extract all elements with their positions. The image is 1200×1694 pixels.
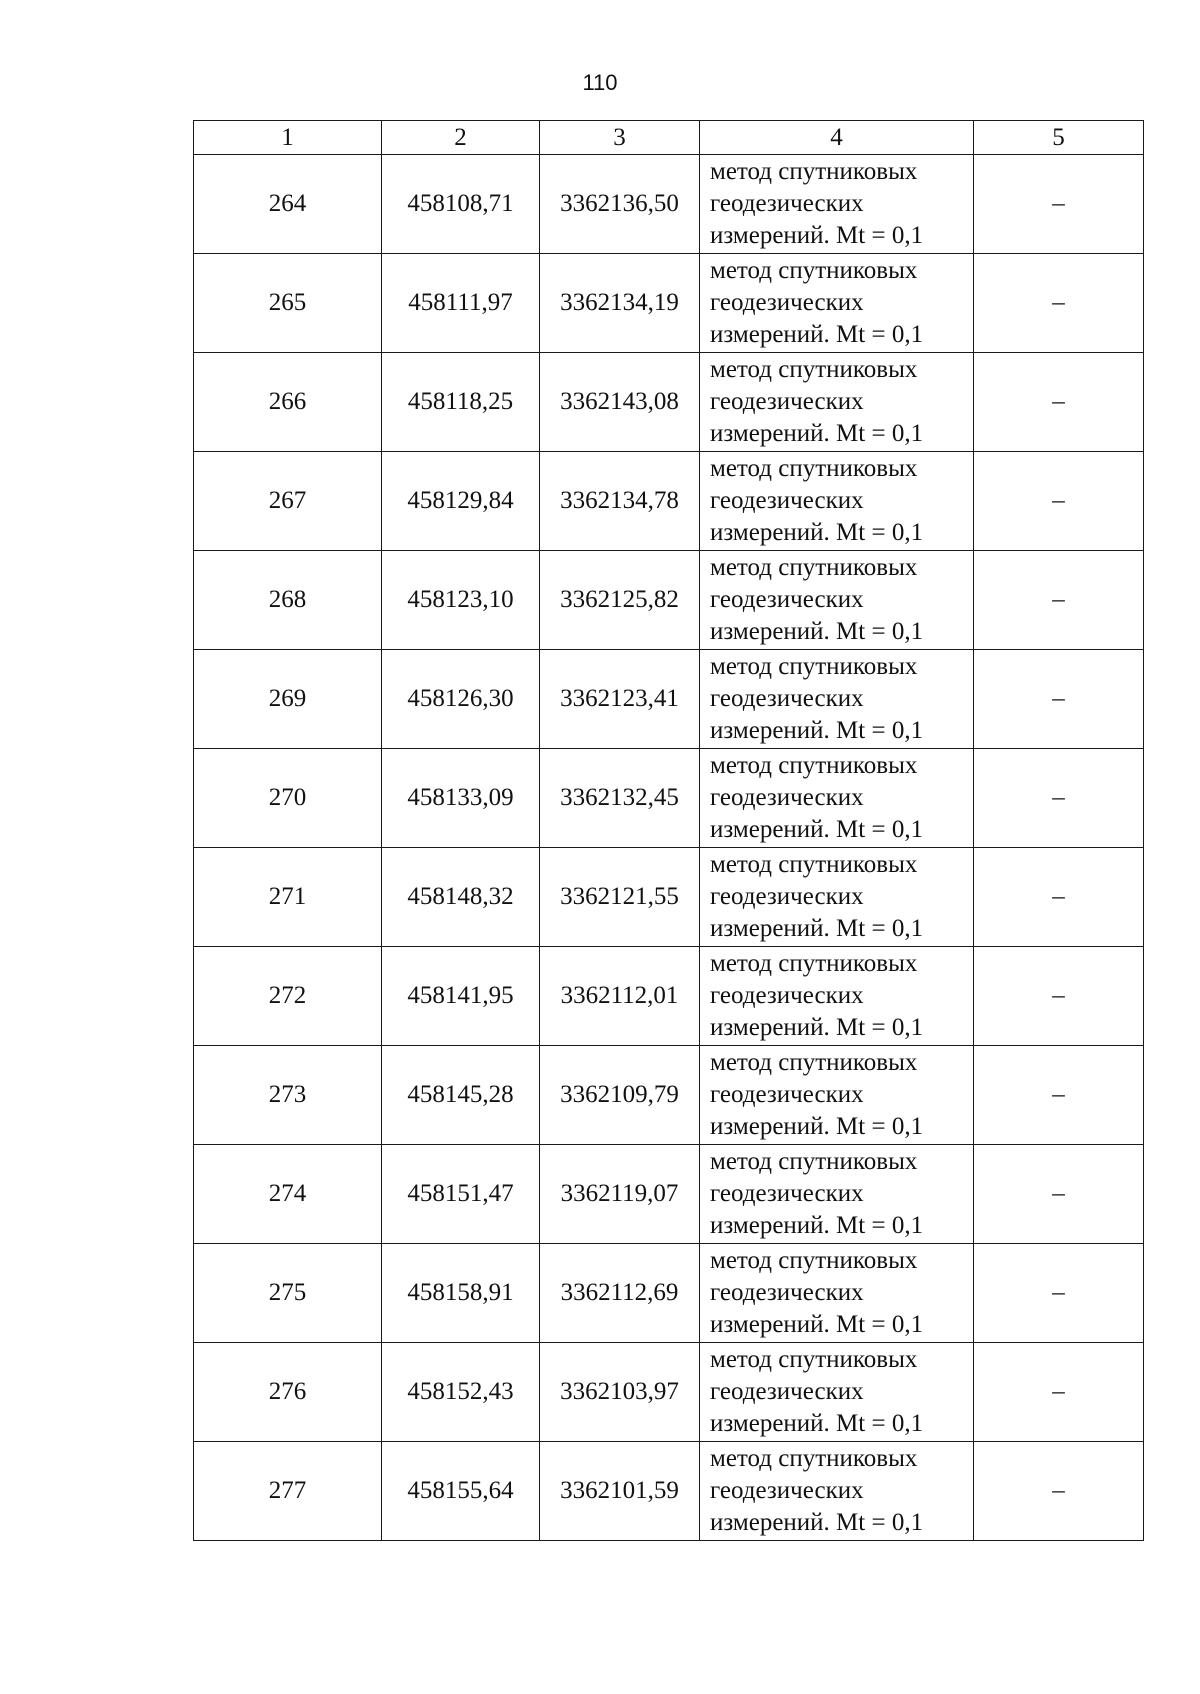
method-cell: [700, 650, 974, 749]
page-number: 110: [582, 70, 618, 95]
note-cell: –: [974, 254, 1144, 353]
point-number-cell: 270: [194, 749, 382, 848]
method-line: метод спутниковых: [710, 752, 918, 779]
method-line: метод спутниковых: [710, 653, 918, 680]
method-line: измерений. Mt = 0,1: [710, 915, 924, 942]
method-cell: [700, 749, 974, 848]
method-line: метод спутниковых: [710, 950, 918, 977]
y-coordinate-cell: 3362134,78: [540, 452, 700, 551]
table-body: [194, 155, 1144, 1541]
point-number-cell: 275: [194, 1244, 382, 1343]
table-row: [194, 353, 1144, 452]
method-line: геодезических: [710, 982, 864, 1009]
method-line: измерений. Mt = 0,1: [710, 618, 924, 645]
note-cell: –: [974, 1046, 1144, 1145]
note-cell: –: [974, 749, 1144, 848]
table-row: [194, 1343, 1144, 1442]
y-coordinate-cell: 3362112,69: [540, 1244, 700, 1343]
table-row: [194, 749, 1144, 848]
note-cell: –: [974, 551, 1144, 650]
method-cell: [700, 353, 974, 452]
point-number-cell: 273: [194, 1046, 382, 1145]
y-coordinate-cell: 3362109,79: [540, 1046, 700, 1145]
note-cell: –: [974, 1442, 1144, 1541]
method-line: геодезических: [710, 289, 864, 316]
point-number-cell: 269: [194, 650, 382, 749]
table-row: [194, 650, 1144, 749]
x-coordinate-cell: 458155,64: [382, 1442, 540, 1541]
method-line: геодезических: [710, 1180, 864, 1207]
y-coordinate-cell: 3362123,41: [540, 650, 700, 749]
x-coordinate-cell: 458133,09: [382, 749, 540, 848]
method-cell: [700, 452, 974, 551]
note-cell: –: [974, 947, 1144, 1046]
method-line: измерений. Mt = 0,1: [710, 321, 924, 348]
point-number-cell: 271: [194, 848, 382, 947]
point-number-cell: 277: [194, 1442, 382, 1541]
method-line: измерений. Mt = 0,1: [710, 1212, 924, 1239]
note-cell: –: [974, 353, 1144, 452]
table-row: [194, 947, 1144, 1046]
method-line: метод спутниковых: [710, 356, 918, 383]
method-line: метод спутниковых: [710, 1247, 918, 1274]
method-line: геодезических: [710, 586, 864, 613]
method-line: метод спутниковых: [710, 257, 918, 284]
note-cell: –: [974, 650, 1144, 749]
table-header: [194, 121, 1144, 155]
note-cell: –: [974, 848, 1144, 947]
note-cell: –: [974, 452, 1144, 551]
note-cell: –: [974, 1343, 1144, 1442]
x-coordinate-cell: 458145,28: [382, 1046, 540, 1145]
header-row: [194, 121, 1144, 155]
method-cell: [700, 551, 974, 650]
method-line: измерений. Mt = 0,1: [710, 519, 924, 546]
y-coordinate-cell: 3362125,82: [540, 551, 700, 650]
method-line: измерений. Mt = 0,1: [710, 1113, 924, 1140]
point-number-cell: 268: [194, 551, 382, 650]
note-cell: –: [974, 155, 1144, 254]
header-col-3: 3: [540, 121, 700, 155]
y-coordinate-cell: 3362134,19: [540, 254, 700, 353]
method-line: метод спутниковых: [710, 1049, 918, 1076]
x-coordinate-cell: 458141,95: [382, 947, 540, 1046]
method-line: метод спутниковых: [710, 554, 918, 581]
method-line: метод спутниковых: [710, 158, 918, 185]
x-coordinate-cell: 458158,91: [382, 1244, 540, 1343]
method-cell: [700, 1145, 974, 1244]
y-coordinate-cell: 3362101,59: [540, 1442, 700, 1541]
method-line: метод спутниковых: [710, 1346, 918, 1373]
header-col-5: 5: [974, 121, 1144, 155]
method-line: измерений. Mt = 0,1: [710, 420, 924, 447]
y-coordinate-cell: 3362136,50: [540, 155, 700, 254]
y-coordinate-cell: 3362112,01: [540, 947, 700, 1046]
x-coordinate-cell: 458148,32: [382, 848, 540, 947]
method-line: геодезических: [710, 685, 864, 712]
method-line: геодезических: [710, 388, 864, 415]
method-line: метод спутниковых: [710, 1445, 918, 1472]
method-cell: [700, 1244, 974, 1343]
method-line: геодезических: [710, 190, 864, 217]
method-line: измерений. Mt = 0,1: [710, 717, 924, 744]
x-coordinate-cell: 458152,43: [382, 1343, 540, 1442]
x-coordinate-cell: 458123,10: [382, 551, 540, 650]
method-line: измерений. Mt = 0,1: [710, 1311, 924, 1338]
method-line: измерений. Mt = 0,1: [710, 222, 924, 249]
table-row: [194, 1046, 1144, 1145]
method-line: геодезических: [710, 784, 864, 811]
header-col-4: 4: [700, 121, 974, 155]
table-row: [194, 452, 1144, 551]
method-cell: [700, 947, 974, 1046]
table-row: [194, 551, 1144, 650]
method-line: измерений. Mt = 0,1: [710, 816, 924, 843]
note-cell: –: [974, 1145, 1144, 1244]
table-row: [194, 155, 1144, 254]
x-coordinate-cell: 458126,30: [382, 650, 540, 749]
x-coordinate-cell: 458108,71: [382, 155, 540, 254]
method-line: геодезических: [710, 1279, 864, 1306]
table-row: [194, 1145, 1144, 1244]
table-row: [194, 254, 1144, 353]
method-line: геодезических: [710, 487, 864, 514]
method-line: метод спутниковых: [710, 1148, 918, 1175]
method-cell: [700, 1442, 974, 1541]
point-number-cell: 274: [194, 1145, 382, 1244]
method-line: измерений. Mt = 0,1: [710, 1509, 924, 1536]
method-line: измерений. Mt = 0,1: [710, 1410, 924, 1437]
y-coordinate-cell: 3362103,97: [540, 1343, 700, 1442]
header-col-1: 1: [194, 121, 382, 155]
method-cell: [700, 1343, 974, 1442]
point-number-cell: 266: [194, 353, 382, 452]
point-number-cell: 265: [194, 254, 382, 353]
coordinates-table: [193, 120, 1144, 1541]
method-cell: [700, 155, 974, 254]
table-row: [194, 848, 1144, 947]
table-row: [194, 1442, 1144, 1541]
y-coordinate-cell: 3362119,07: [540, 1145, 700, 1244]
x-coordinate-cell: 458111,97: [382, 254, 540, 353]
method-line: геодезических: [710, 1081, 864, 1108]
y-coordinate-cell: 3362132,45: [540, 749, 700, 848]
method-line: геодезических: [710, 883, 864, 910]
y-coordinate-cell: 3362121,55: [540, 848, 700, 947]
method-line: измерений. Mt = 0,1: [710, 1014, 924, 1041]
method-line: геодезических: [710, 1378, 864, 1405]
x-coordinate-cell: 458129,84: [382, 452, 540, 551]
note-cell: –: [974, 1244, 1144, 1343]
method-line: метод спутниковых: [710, 851, 918, 878]
method-cell: [700, 1046, 974, 1145]
y-coordinate-cell: 3362143,08: [540, 353, 700, 452]
point-number-cell: 267: [194, 452, 382, 551]
x-coordinate-cell: 458118,25: [382, 353, 540, 452]
point-number-cell: 264: [194, 155, 382, 254]
point-number-cell: 272: [194, 947, 382, 1046]
method-line: геодезических: [710, 1477, 864, 1504]
header-col-2: 2: [382, 121, 540, 155]
method-cell: [700, 848, 974, 947]
point-number-cell: 276: [194, 1343, 382, 1442]
method-cell: [700, 254, 974, 353]
x-coordinate-cell: 458151,47: [382, 1145, 540, 1244]
method-line: метод спутниковых: [710, 455, 918, 482]
table-row: [194, 1244, 1144, 1343]
